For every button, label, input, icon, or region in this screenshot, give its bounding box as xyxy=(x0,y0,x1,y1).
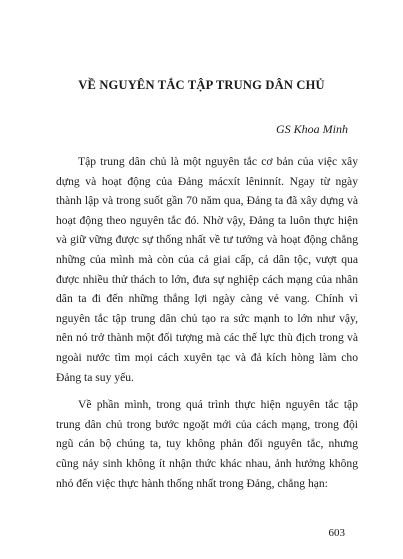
page-number: 603 xyxy=(328,527,345,539)
body-paragraph: Về phần mình, trong quá trình thực hiện nguyên tắc tập trung dân chủ trong bước ngoặt mới của cách mạng, trong đội ngũ cán bộ chúng ta, tuy không phản đối nguyên tắc, nhưng cũng nảy sinh không ít nhận thức khác nhau, ảnh hưởng không nhỏ đến việc thực hành thống nhất trong Đảng, chẳng hạn: xyxy=(56,398,358,490)
article-title: VỀ NGUYÊN TẮC TẬP TRUNG DÂN CHỦ xyxy=(78,78,325,92)
body-paragraph: Tập trung dân chủ là một nguyên tắc cơ bản của việc xây dựng và hoạt động của Đảng mácxít lêninnít. Ngay từ ngày thành lập và trong suốt gần 70 năm qua, Đảng ta đã xây dựng và hoạt động theo nguyên tắc đó. Nhờ vậy, Đảng ta luôn thực hiện và giữ vững được sự thống nhất về tư tưởng và hoạt động chẳng những của mình mà còn của cả giai cấp, cả dân tộc, vượt qua được nhiều thử thách to lớn, đưa sự nghiệp cách mạng của nhân dân ta đi đến những thắng lợi ngày càng vẻ vang. Chính vì nguyên tắc tập trung dân chủ tạo ra sức mạnh to lớn như vậy, nên nó trở thành một đối tượng mà các thế lực thù địch trong và ngoài nước tìm mọi cách xuyên tạc và đả kích hòng làm cho Đảng ta suy yếu. xyxy=(56,155,358,384)
article-body xyxy=(56,152,358,493)
author-name: GS Khoa Minh xyxy=(276,122,348,136)
